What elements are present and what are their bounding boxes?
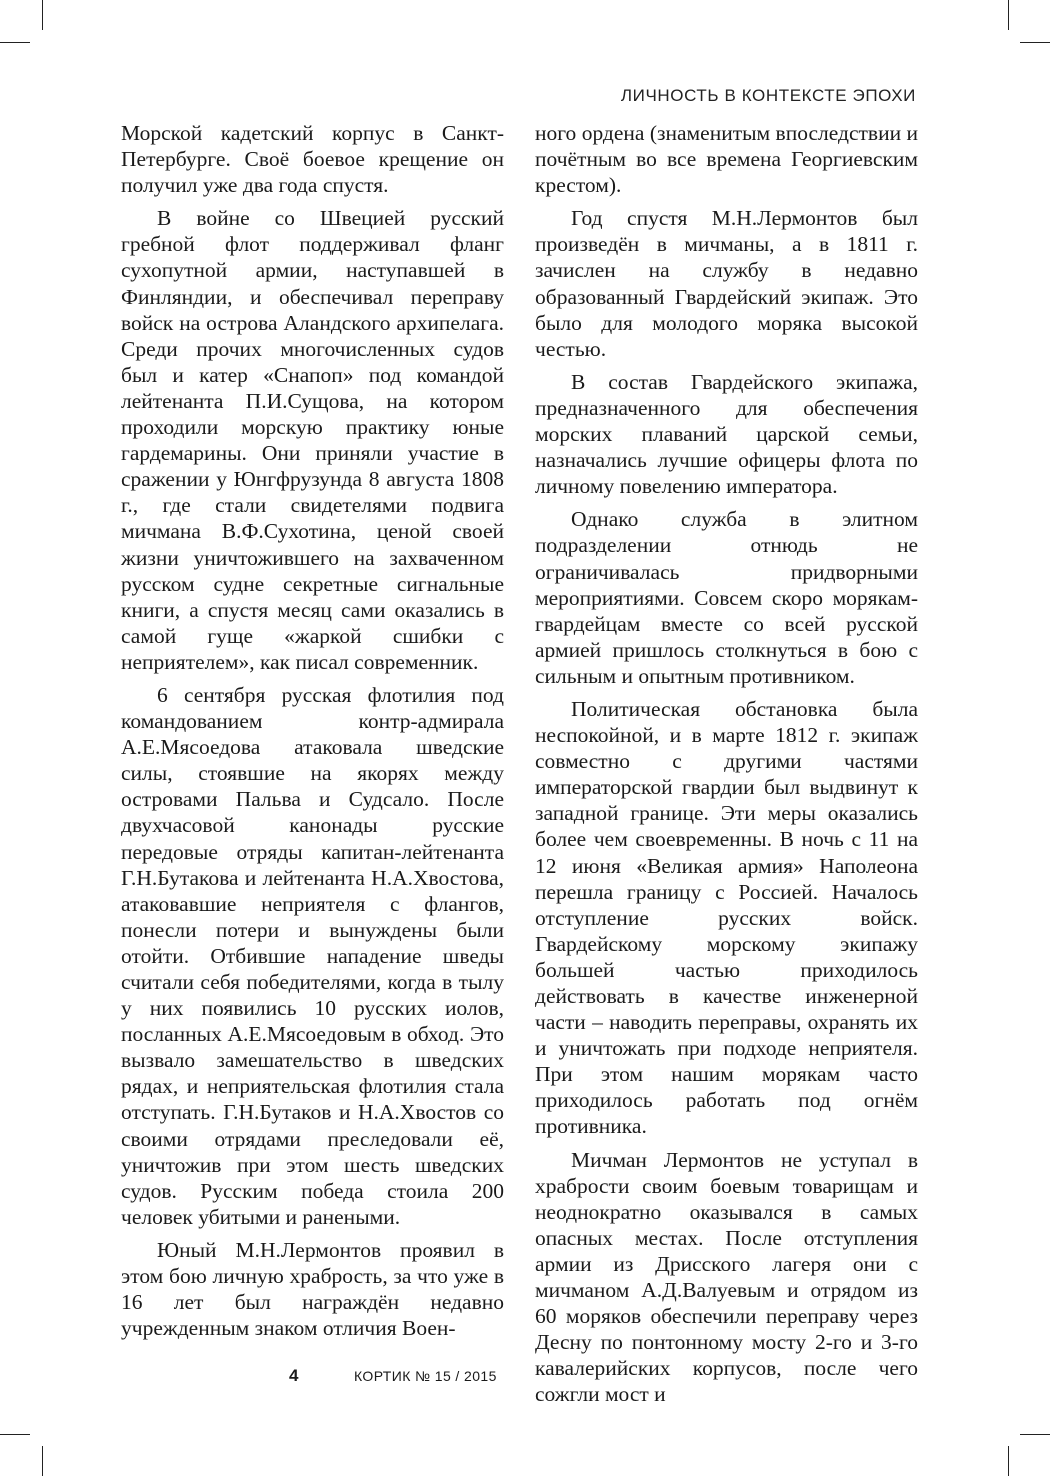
- left-column: [121, 120, 504, 1348]
- right-column: [535, 120, 918, 1415]
- journal-issue: КОРТИК № 15 / 2015: [354, 1368, 497, 1384]
- paragraph: Морской кадетский корпус в Санкт-Петербурге. Своё боевое крещение он получил уже два года спустя.: [121, 121, 504, 198]
- paragraph: Год спустя М.Н.Лермонтов был произведён в мичманы, а в 1811 г. зачислен на службу в недавно образованный Гвардейский экипаж. Это было для молодого моряка высокой честью.: [535, 206, 918, 361]
- crop-mark: [0, 1434, 30, 1435]
- paragraph: Юный М.Н.Лермонтов проявил в этом бою личную храбрость, за что уже в 16 лет был награждён недавно учрежденным знаком отличия Воен-: [121, 1237, 504, 1341]
- crop-mark: [1008, 0, 1009, 30]
- paragraph: Политическая обстановка была неспокойной, и в марте 1812 г. экипаж совместно с другими частями императорской гвардии был выдвинут к западной границе. Эти меры оказались более чем своевременны. В ночь с 11 на 12 июня «Великая армия» Наполеона перешла границу с Россией. Началось отступление русских войск. Гвардейскому морскому экипажу большей частью приходилось действовать в качестве инженерной части – наводить переправы, охранять их и уничтожать при подходе неприятеля. При этом нашим морякам часто приходилось работать под огнём противника.: [535, 696, 918, 1139]
- paragraph: ного ордена (знаменитым впоследствии и почётным во все времена Георгиевским крестом).: [535, 121, 918, 198]
- paragraph: Однако служба в элитном подразделении отнюдь не ограничивалась придворными мероприятиями. Совсем скоро морякам-гвардейцам вместе со всей русской армией пришлось столкнуться в бою с сильным и опытным противником.: [535, 507, 918, 688]
- running-header: ЛИЧНОСТЬ В КОНТЕКСТЕ ЭПОХИ: [620, 86, 916, 105]
- crop-mark: [1020, 1434, 1050, 1435]
- crop-mark: [1008, 1446, 1009, 1476]
- paragraph: Мичман Лермонтов не уступал в храбрости своим боевым товарищам и неоднократно оказывался в самых опасных местах. После отступления армии из Дрисского лагеря они с мичманом А.Д.Валуевым и отрядом из 60 моряков обеспечили переправу через Десну по понтонному мосту 2-го и 3-го кавалерийских корпусов, после чего сожгли мост и: [535, 1147, 918, 1407]
- paragraph: В состав Гвардейского экипажа, предназначенного для обеспечения морских плаваний царской семьи, назначались лучшие офицеры флота по личному повелению императора.: [535, 369, 918, 499]
- crop-mark: [42, 0, 43, 30]
- page-footer: [0, 1366, 1050, 1386]
- paragraph: 6 сентября русская флотилия под командованием контр-адмирала А.Е.Мясоедова атаковала шведские силы, стоявшие на якорях между островами Пальва и Судсало. После двухчасовой канонады русские передовые отряды капитан-лейтенанта Г.Н.Бутакова и лейтенанта Н.А.Хвостова, атаковавшие неприятеля с флангов, понесли потери и вынуждены были отойти. Отбившие нападение шведы считали себя победителями, когда в тылу у них появились 10 русских иолов, посланных А.Е.Мясоедовым в обход. Это вызвало замешательство в шведских рядах, и неприятельская флотилия стала отступать. Г.Н.Бутаков и Н.А.Хвостов со своими отрядами преследовали её, уничтожив при этом шесть шведских судов. Русским победа стоила 200 человек убитыми и ранеными.: [121, 682, 504, 1229]
- crop-mark: [1020, 42, 1050, 43]
- crop-mark: [42, 1446, 43, 1476]
- paragraph: В войне со Швецией русский гребной флот поддерживал фланг сухопутной армии, наступавшей в Финляндии, и обеспечивал переправу войск на острова Аландского архипелага. Среди прочих многочисленных судов был и катер «Снапоп» под командой лейтенанта П.И.Сущова, на котором проходили морскую практику юные гардемарины. Они приняли участие в сражении у Юнгфрузунда 8 августа 1808 г., где стали свидетелями подвига мичмана В.Ф.Сухотина, ценой своей жизни уничтожившего на захваченном русском судне секретные сигнальные книги, а спустя месяц сами оказались в самой гуще «жаркой сшибки с неприятелем», как писал современник.: [121, 206, 504, 674]
- crop-mark: [0, 42, 30, 43]
- page-number: 4: [289, 1366, 299, 1385]
